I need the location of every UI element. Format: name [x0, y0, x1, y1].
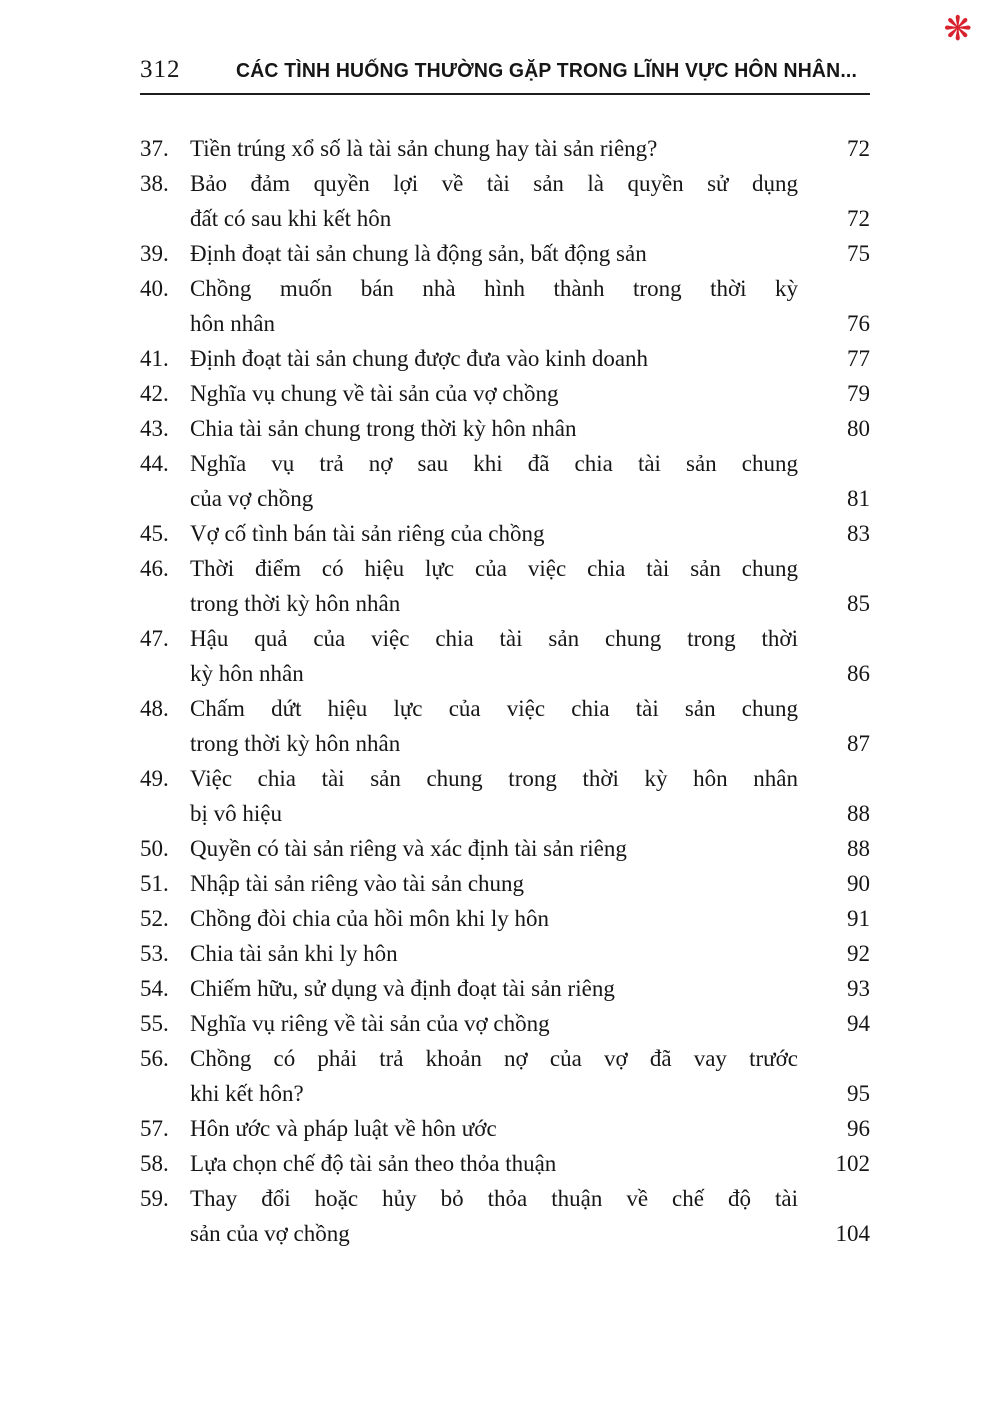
toc-entry-page: 72 [847, 206, 870, 231]
toc-entry-number: 55. [140, 1011, 169, 1036]
toc-entry-line: Định đoạt tài sản chung được đưa vào kinh doanh [190, 346, 649, 371]
toc-entry-line: Nghĩa vụ trả nợ sau khi đã chia tài sản chung [190, 451, 798, 476]
toc-list [140, 131, 870, 1251]
toc-entry [140, 901, 870, 936]
toc-entry-number: 44. [140, 451, 169, 476]
toc-entry-line: Bảo đảm quyền lợi về tài sản là quyền sử dụng [190, 171, 798, 196]
toc-entry-line: trong thời kỳ hôn nhân [190, 591, 401, 616]
toc-entry-line: Hôn ước và pháp luật về hôn ước [190, 1116, 497, 1141]
toc-entry-line: Nghĩa vụ riêng về tài sản của vợ chồng [190, 1011, 550, 1036]
toc-entry-line: hôn nhân [190, 311, 275, 336]
toc-entry-line: Lựa chọn chế độ tài sản theo thỏa thuận [190, 1151, 557, 1176]
toc-entry-title [190, 411, 812, 446]
toc-entry-number: 41. [140, 346, 169, 371]
toc-entry-line: Chấm dứt hiệu lực của việc chia tài sản chung [190, 696, 798, 721]
toc-entry [140, 1111, 870, 1146]
toc-entry-line: Thời điểm có hiệu lực của việc chia tài sản chung [190, 556, 798, 581]
toc-entry-line: Vợ cố tình bán tài sản riêng của chồng [190, 521, 545, 546]
toc-entry-line: Chồng muốn bán nhà hình thành trong thời kỳ [190, 276, 798, 301]
toc-entry-line: Nhập tài sản riêng vào tài sản chung [190, 871, 525, 896]
toc-entry-page: 92 [847, 941, 870, 966]
flower-ornament-icon: ❋ [943, 9, 972, 49]
toc-entry-title [190, 1146, 812, 1181]
toc-entry-line: Chia tài sản chung trong thời kỳ hôn nhân [190, 416, 577, 441]
toc-entry-line: Định đoạt tài sản chung là động sản, bất động sản [190, 241, 647, 266]
toc-entry-line: đất có sau khi kết hôn [190, 206, 392, 231]
toc-entry [140, 376, 870, 411]
toc-entry-title [190, 971, 812, 1006]
toc-entry-number: 56. [140, 1046, 169, 1071]
toc-entry-page: 102 [835, 1151, 870, 1176]
toc-entry [140, 1006, 870, 1041]
toc-entry-line: Tiền trúng xổ số là tài sản chung hay tài sản riêng? [190, 136, 658, 161]
toc-entry-number: 52. [140, 906, 169, 931]
toc-entry-number: 49. [140, 766, 169, 791]
toc-entry-page: 87 [847, 731, 870, 756]
toc-entry [140, 516, 870, 551]
toc-entry-title [190, 936, 812, 971]
toc-entry-number: 48. [140, 696, 169, 721]
toc-entry-page: 86 [847, 661, 870, 686]
toc-entry-number: 53. [140, 941, 169, 966]
toc-entry [140, 166, 870, 236]
toc-entry-line: khi kết hôn? [190, 1081, 304, 1106]
toc-entry-number: 40. [140, 276, 169, 301]
toc-entry-number: 54. [140, 976, 169, 1001]
toc-entry [140, 621, 870, 691]
toc-entry-page: 95 [847, 1081, 870, 1106]
toc-entry-title [190, 166, 812, 236]
toc-entry-page: 96 [847, 1116, 870, 1141]
toc-entry [140, 551, 870, 621]
toc-entry [140, 691, 870, 761]
toc-entry [140, 1181, 870, 1251]
toc-entry-line: kỳ hôn nhân [190, 661, 304, 686]
toc-entry-number: 59. [140, 1186, 169, 1211]
toc-entry-line: trong thời kỳ hôn nhân [190, 731, 401, 756]
toc-entry-title [190, 341, 812, 376]
toc-entry-number: 51. [140, 871, 169, 896]
toc-entry-page: 72 [847, 136, 870, 161]
toc-entry-page: 80 [847, 416, 870, 441]
toc-entry-line: Chồng đòi chia của hồi môn khi ly hôn [190, 906, 550, 931]
toc-entry-page: 76 [847, 311, 870, 336]
toc-entry-number: 47. [140, 626, 169, 651]
toc-entry-title [190, 551, 812, 621]
toc-entry-line: Quyền có tài sản riêng và xác định tài sản riêng [190, 836, 627, 861]
toc-entry-page: 85 [847, 591, 870, 616]
toc-entry-page: 77 [847, 346, 870, 371]
toc-entry-page: 94 [847, 1011, 870, 1036]
toc-entry-number: 50. [140, 836, 169, 861]
toc-entry [140, 1041, 870, 1111]
toc-entry-page: 83 [847, 521, 870, 546]
toc-entry-line: sản của vợ chồng [190, 1221, 350, 1246]
toc-entry-page: 104 [835, 1221, 870, 1246]
toc-entry-page: 93 [847, 976, 870, 1001]
toc-entry-title [190, 621, 812, 691]
toc-entry-page: 88 [847, 801, 870, 826]
toc-entry [140, 936, 870, 971]
toc-entry-number: 38. [140, 171, 169, 196]
toc-entry-line: Chia tài sản khi ly hôn [190, 941, 398, 966]
toc-entry [140, 761, 870, 831]
toc-entry-title [190, 761, 812, 831]
toc-entry-title [190, 271, 812, 341]
toc-entry-number: 43. [140, 416, 169, 441]
running-title: CÁC TÌNH HUỐNG THƯỜNG GẶP TRONG LĨNH VỰC HÔN NHÂN... [235, 60, 857, 82]
toc-entry-title [190, 866, 812, 901]
toc-entry-page: 88 [847, 836, 870, 861]
toc-entry-line: Nghĩa vụ chung về tài sản của vợ chồng [190, 381, 559, 406]
toc-entry-line: Chiếm hữu, sử dụng và định đoạt tài sản riêng [190, 976, 615, 1001]
toc-entry-number: 37. [140, 136, 169, 161]
toc-entry-number: 57. [140, 1116, 169, 1141]
toc-entry [140, 271, 870, 341]
toc-entry-title [190, 516, 812, 551]
toc-entry-line: Hậu quả của việc chia tài sản chung trong thời [190, 626, 798, 651]
toc-entry-number: 46. [140, 556, 169, 581]
toc-entry-title [190, 901, 812, 936]
toc-entry-title [190, 1111, 812, 1146]
toc-entry [140, 446, 870, 516]
toc-entry [140, 971, 870, 1006]
toc-entry-title [190, 1041, 812, 1111]
toc-entry-line: Thay đổi hoặc hủy bỏ thỏa thuận về chế độ tài [190, 1186, 798, 1211]
toc-entry-title [190, 831, 812, 866]
toc-entry-line: bị vô hiệu [190, 801, 282, 826]
toc-entry [140, 131, 870, 166]
toc-entry-title [190, 131, 812, 166]
toc-entry-number: 42. [140, 381, 169, 406]
toc-entry [140, 866, 870, 901]
toc-entry-page: 90 [847, 871, 870, 896]
toc-entry-line: của vợ chồng [190, 486, 314, 511]
toc-entry [140, 1146, 870, 1181]
toc-entry [140, 341, 870, 376]
toc-entry-number: 58. [140, 1151, 169, 1176]
toc-entry-line: Việc chia tài sản chung trong thời kỳ hôn nhân [190, 766, 798, 791]
toc-entry-title [190, 236, 812, 271]
toc-entry-number: 45. [140, 521, 169, 546]
toc-entry-title [190, 446, 812, 516]
toc-entry-title [190, 1006, 812, 1041]
toc-entry [140, 411, 870, 446]
toc-entry-title [190, 691, 812, 761]
page-header [140, 56, 870, 95]
toc-entry-title [190, 376, 812, 411]
toc-entry-line: Chồng có phải trả khoản nợ của vợ đã vay trước [190, 1046, 798, 1071]
toc-entry-page: 81 [847, 486, 870, 511]
toc-entry-page: 91 [847, 906, 870, 931]
toc-entry-title [190, 1181, 812, 1251]
toc-entry-number: 39. [140, 241, 169, 266]
toc-entry-page: 79 [847, 381, 870, 406]
toc-entry [140, 831, 870, 866]
toc-entry [140, 236, 870, 271]
page-number: 312 [140, 56, 181, 83]
toc-entry-page: 75 [847, 241, 870, 266]
